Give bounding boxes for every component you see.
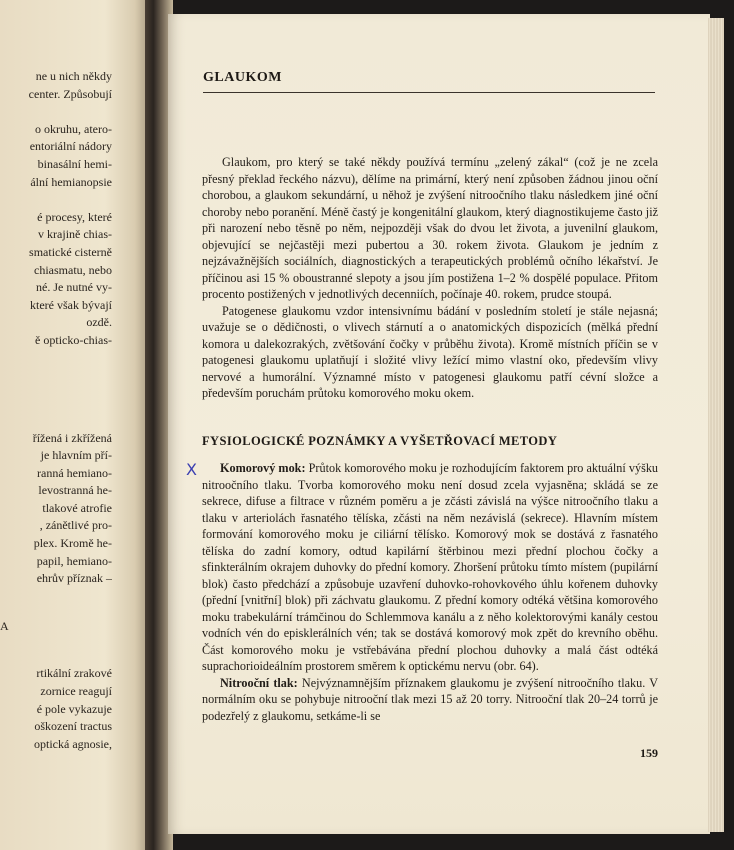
paragraph bbox=[202, 460, 658, 675]
title-rule bbox=[203, 66, 655, 93]
left-line: levostranná he- bbox=[38, 483, 112, 498]
left-line: tlakové atrofie bbox=[42, 500, 112, 515]
paragraph: Patogenese glaukomu vzdor intensivnímu bádání v posledním století je stále nejasná; uvažuje se o dědičnosti, o vlivech stárnutí a o anatomických dispozicích (mělká přední komora u dalekozrakých, zvětšování čočky v průběhu života). Kromě místních příčin se v patogenesi glaukomu uplatňují i složité vlivy ležící mimo vlastní oko, především vlivy nervové a humorální. Významné místo v patogenesi glaukomu patří cévní složce a především poruchám průtoku komorového moku okem. bbox=[202, 303, 658, 400]
left-page bbox=[0, 0, 150, 850]
left-line: é procesy, které bbox=[37, 209, 112, 224]
left-line: rtikální zrakové bbox=[36, 666, 112, 681]
paragraph: Glaukom, pro který se také někdy používá termínu „zelený zákal“ (což je ne zcela přesný překlad řeckého názvu), dělíme na primární, který není způsoben žádnou jinou oční chorobou, a glaukom sekundární, u něhož je zvýšení nitroočního tlaku následkem jiné oční choroby nebo poranění. Méně častý je kongenitální glaukom, který diagnostikujeme často již při narození nebo těsně po něm, nejpozději však do dvou let života, a juvenilní glaukom, objevující se nejčastěji mezi pubertou a 30. rokem života. Glaukom je jedním z nejzávažnějších sociálních, diagnostických a terapeutických problémů očního lékařství. Je příčinou asi 15 % oboustranné slepoty a jsou jím postižena 1–2 % dospělé populace. Přitom procento postižených v jednotlivých decenniích, počínaje 40. rokem, prudce stoupá. bbox=[202, 155, 658, 301]
intro-text bbox=[202, 154, 658, 402]
left-line: smatické cisterně bbox=[29, 244, 112, 259]
left-line: center. Způsobují bbox=[28, 86, 112, 101]
left-line: chiasmatu, nebo bbox=[34, 262, 112, 277]
section-text bbox=[202, 460, 658, 724]
left-line: optická agnosie, bbox=[34, 736, 112, 751]
left-line: o okruhu, atero- bbox=[35, 121, 112, 136]
left-line: ě opticko-chias- bbox=[35, 332, 112, 347]
left-letter: A bbox=[0, 618, 9, 633]
left-line: oškození tractus bbox=[34, 719, 112, 734]
left-line: binasální hemi- bbox=[37, 156, 112, 171]
left-line: v krajině chias- bbox=[38, 227, 112, 242]
left-line: ozdě. bbox=[86, 315, 112, 330]
left-line: papil, hemiano- bbox=[36, 553, 112, 568]
left-line: , zánětlivé pro- bbox=[39, 518, 112, 533]
left-line: které však bývají bbox=[30, 297, 112, 312]
left-line: né. Je nutné vy- bbox=[36, 280, 112, 295]
left-line: é pole vykazuje bbox=[36, 701, 112, 716]
margin-mark: X bbox=[186, 460, 197, 479]
page-edges bbox=[708, 18, 724, 832]
section-heading: FYSIOLOGICKÉ POZNÁMKY A VYŠETŘOVACÍ METODY bbox=[202, 434, 558, 448]
term-komorovy-mok: Komorový mok: bbox=[220, 461, 306, 475]
left-line: řížená i zkřížená bbox=[32, 430, 112, 445]
left-line: ehrův příznak – bbox=[36, 571, 112, 586]
paragraph-body: Průtok komorového moku je rozhodujícím faktorem pro aktuální výšku nitroočního tlaku. Tvorba komorového moku není dosud zcela vyjasněna; skládá se ze sekrece, difuse a filtrace v různém poměru a je zčásti závislá na výšce nitroočního tlaku a tlaku v arteriolách řasnatého tělíska, zčásti na něm nezávislá (sekrece). Hlavním místem formování komorového moku je ciliární tělísko. Komorový mok se dostává z řasnatého tělíska do zadní komory, odtud kapilární štěrbinou mezi přední plochou čočky a sfinkterálním okrajem duhovky do přední komory. Zhoršení průtoku tímto místem (pupilární blok) často předchází a způsobuje uzavření duhovko-rohovkového úhlu kořenem duhovky (přední [vnitřní] blok) při záchvatu glaukomu. Z přední komory odtéká většina komorového moku trabekulární trámčinou do Schlemmova kanálu a z něho kolektorovými kanály cestou vodních vén do episklerálních vén; tak se dostává komorový mok zpět do krevního oběhu. Část komorového moku je vstřebávána přední plochou duhovky a malá část odtéká suprachorioideálním prostorem směrem k optickému nervu (obr. 64). bbox=[202, 461, 659, 673]
left-line: entoriální nádory bbox=[29, 139, 112, 154]
term-nitroocni-tlak: Nitrooční tlak: bbox=[220, 675, 298, 690]
left-line: ální hemianopsie bbox=[30, 174, 112, 189]
right-page bbox=[168, 14, 710, 834]
left-line: zornice reagují bbox=[40, 684, 112, 699]
left-line: plex. Kromě he- bbox=[33, 536, 112, 551]
left-line: je hlavním pří- bbox=[40, 448, 112, 463]
page-title: GLAUKOM bbox=[203, 70, 282, 85]
paragraph-body: Nejvýznamnějším příznakem glaukomu je zvýšení nitroočního tlaku. V normálním oku se pohybuje nitrooční tlak mezi 15 až 20 torry. Nitrooční tlak 20–24 torrů je podezřelý z glaukomu, setkáme-li se bbox=[202, 675, 658, 723]
left-line: ne u nich někdy bbox=[35, 69, 112, 83]
page-number: 159 bbox=[640, 746, 658, 760]
left-page-text bbox=[0, 68, 112, 753]
paragraph bbox=[202, 675, 658, 725]
left-line: ranná hemiano- bbox=[37, 465, 112, 480]
